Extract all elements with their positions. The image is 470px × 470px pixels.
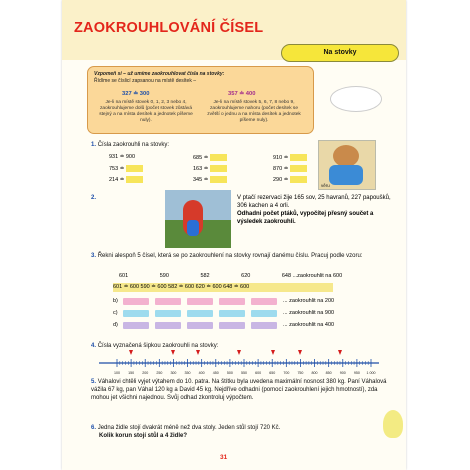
- tick-label: 350: [184, 371, 191, 375]
- answer-blank[interactable]: [251, 322, 277, 329]
- tick-label: 800: [311, 371, 318, 375]
- bear-face: [333, 145, 359, 167]
- number-line: [51, 355, 376, 375]
- arrow-marker: [338, 350, 342, 355]
- bear-body: [329, 165, 363, 185]
- task-1-item: 214 ≐: [109, 176, 143, 183]
- task-3-row-d: d): [113, 322, 118, 328]
- tick-label: 550: [241, 371, 247, 375]
- task-1-item: 910 ≐: [273, 154, 307, 161]
- tick-label: 200: [142, 371, 149, 375]
- tick-label: 300: [170, 371, 177, 375]
- example-down: 327 ≐ 300: [122, 91, 150, 97]
- tick-label: 700: [283, 371, 290, 375]
- answer-blank[interactable]: [126, 165, 143, 172]
- task-4-heading: 4. Čísla vyznačená šipkou zaokrouhli na stovky:: [91, 343, 219, 349]
- answer-blank[interactable]: [126, 176, 143, 183]
- tick-label: 400: [198, 371, 205, 375]
- bear-illustration: [318, 140, 376, 190]
- parrot-photo: [165, 190, 231, 248]
- note-down: Je-li na místě stovek 0, 1, 2, 3 nebo 4, zaokrouhlujeme dolů (počet stovek zůstává stejný a na místa desítek a jednotek píšeme nuly).: [99, 100, 193, 123]
- answer-blank[interactable]: [155, 298, 181, 305]
- tick-label: 900: [339, 371, 346, 375]
- answer-blank[interactable]: [251, 310, 277, 317]
- task-3-row-b: b): [113, 298, 118, 304]
- info-box: [87, 66, 314, 134]
- answer-blank[interactable]: [155, 310, 181, 317]
- topic-tag: Na stovky: [281, 44, 399, 62]
- task-6: 6. Jedna židle stojí dvakrát méně než dva stoly. Jeden stůl stojí 720 Kč. Kolik korun stojí stůl a 4 židle?: [91, 425, 281, 439]
- task-1-item: 753 ≐: [109, 165, 143, 172]
- arrow-marker: [298, 350, 302, 355]
- tick-label: 750: [297, 371, 304, 375]
- answer-blank[interactable]: [210, 176, 227, 183]
- task-1-item: 931 ≐ 900: [109, 154, 136, 160]
- arrow-marker: [237, 350, 241, 355]
- speech-bubble: [330, 86, 382, 112]
- answer-blank[interactable]: [187, 322, 213, 329]
- note-up: Je-li na místě stovek 5, 6, 7, 8 nebo 9, zaokrouhlujeme nahoru (počet desítek se zvětší o jednu a na místa desítek a jednotek píšeme nuly).: [207, 100, 301, 123]
- answer-blank[interactable]: [210, 154, 227, 161]
- task-3-row-c-suffix: ... zaokrouhlit na 900: [283, 310, 335, 316]
- arrow-marker: [171, 350, 175, 355]
- task-1-item: 163 ≐: [193, 165, 227, 172]
- answer-blank[interactable]: [251, 298, 277, 305]
- tick-label: 950: [353, 371, 360, 375]
- answer-blank[interactable]: [290, 154, 307, 161]
- task-3-row-b-suffix: ... zaokrouhlit na 200: [283, 298, 335, 304]
- task-1-heading: [91, 141, 169, 149]
- answer-blank[interactable]: [290, 176, 307, 183]
- task-5: 5. Váhalovi chtěli vyjet výtahem do 10. patra. Na štítku byla uvedena maximální nosnost 380 kg. Paní Váhalová vážila 67 kg, pan Váhal 120 kg a David 45 kg. Nejdříve odhadni (pomocí zaokrouhlení jejich hmotností), zda mohou jet všichni najednou. Svůj odhad zkontroluj výpočtem.: [91, 379, 387, 401]
- tick-label: 600: [255, 371, 262, 375]
- task-3-row-c: c): [113, 310, 118, 316]
- task-1-item: 870 ≐: [273, 165, 307, 172]
- task-3-heading: 3. Řekni alespoň 5 čísel, která se po zaokrouhlení na stovky rovnají danému číslu. Pracuj podle vzoru:: [91, 253, 363, 259]
- task-1-number: 1.: [91, 142, 97, 148]
- task-3-pattern-top: 601 590 582 620 648 ...zaokrouhlit na 600: [119, 273, 343, 279]
- answer-blank[interactable]: [290, 165, 307, 172]
- task-1-item: 345 ≐: [193, 176, 227, 183]
- task-1-item: 685 ≐: [193, 154, 227, 161]
- bear-label: věru: [321, 183, 330, 188]
- textbook-page: [62, 0, 406, 470]
- task-1-text: Čísla zaokrouhli na stovky:: [97, 142, 170, 148]
- lightbulb-icon: [383, 410, 403, 438]
- tick-label: 1 000: [366, 371, 376, 375]
- task-2-number: 2.: [91, 195, 97, 201]
- page-number: 31: [220, 454, 228, 461]
- tick-label: 850: [325, 371, 332, 375]
- tick-label: 100: [114, 371, 120, 375]
- tick-label: 150: [128, 371, 135, 375]
- task-3-pattern-bottom: 601 ≐ 600 590 ≐ 600 582 ≐ 600 620 ≐ 600 648 ≐ 600: [113, 283, 333, 292]
- answer-blank[interactable]: [123, 310, 149, 317]
- info-line-2: Řídíme se číslicí zapsanou na místě desítek –: [94, 78, 196, 84]
- answer-blank[interactable]: [187, 298, 213, 305]
- arrow-marker: [129, 350, 133, 355]
- arrow-marker: [271, 350, 275, 355]
- tick-label: 500: [226, 371, 233, 375]
- task-3-row-d-suffix: ... zaokrouhlit na 400: [283, 322, 335, 328]
- answer-blank[interactable]: [187, 310, 213, 317]
- number-line-svg: [51, 355, 376, 379]
- answer-blank[interactable]: [155, 322, 181, 329]
- info-line-1: Vzpomeň si – už umíme zaokrouhlovat čísla na stovky:: [94, 71, 225, 77]
- task-2-text: V ptačí rezervaci žije 165 sov, 25 havranů, 227 papoušků, 306 kachen a 4 orli. Odhadni počet ptáků, vypočítej přesný součet a výsledek zaokrouhli.: [237, 195, 391, 225]
- example-up: 357 ≐ 400: [228, 91, 256, 97]
- tick-label: 650: [269, 371, 276, 375]
- answer-blank[interactable]: [219, 310, 245, 317]
- task-1-item: 290 ≐: [273, 176, 307, 183]
- arrow-marker: [196, 350, 200, 355]
- parrot-wing: [187, 220, 199, 236]
- tick-label: 450: [212, 371, 219, 375]
- answer-blank[interactable]: [123, 298, 149, 305]
- page-title: ZAOKROUHLOVÁNÍ ČÍSEL: [74, 20, 264, 36]
- answer-blank[interactable]: [123, 322, 149, 329]
- answer-blank[interactable]: [210, 165, 227, 172]
- answer-blank[interactable]: [219, 322, 245, 329]
- tick-label: 250: [156, 371, 163, 375]
- answer-blank[interactable]: [219, 298, 245, 305]
